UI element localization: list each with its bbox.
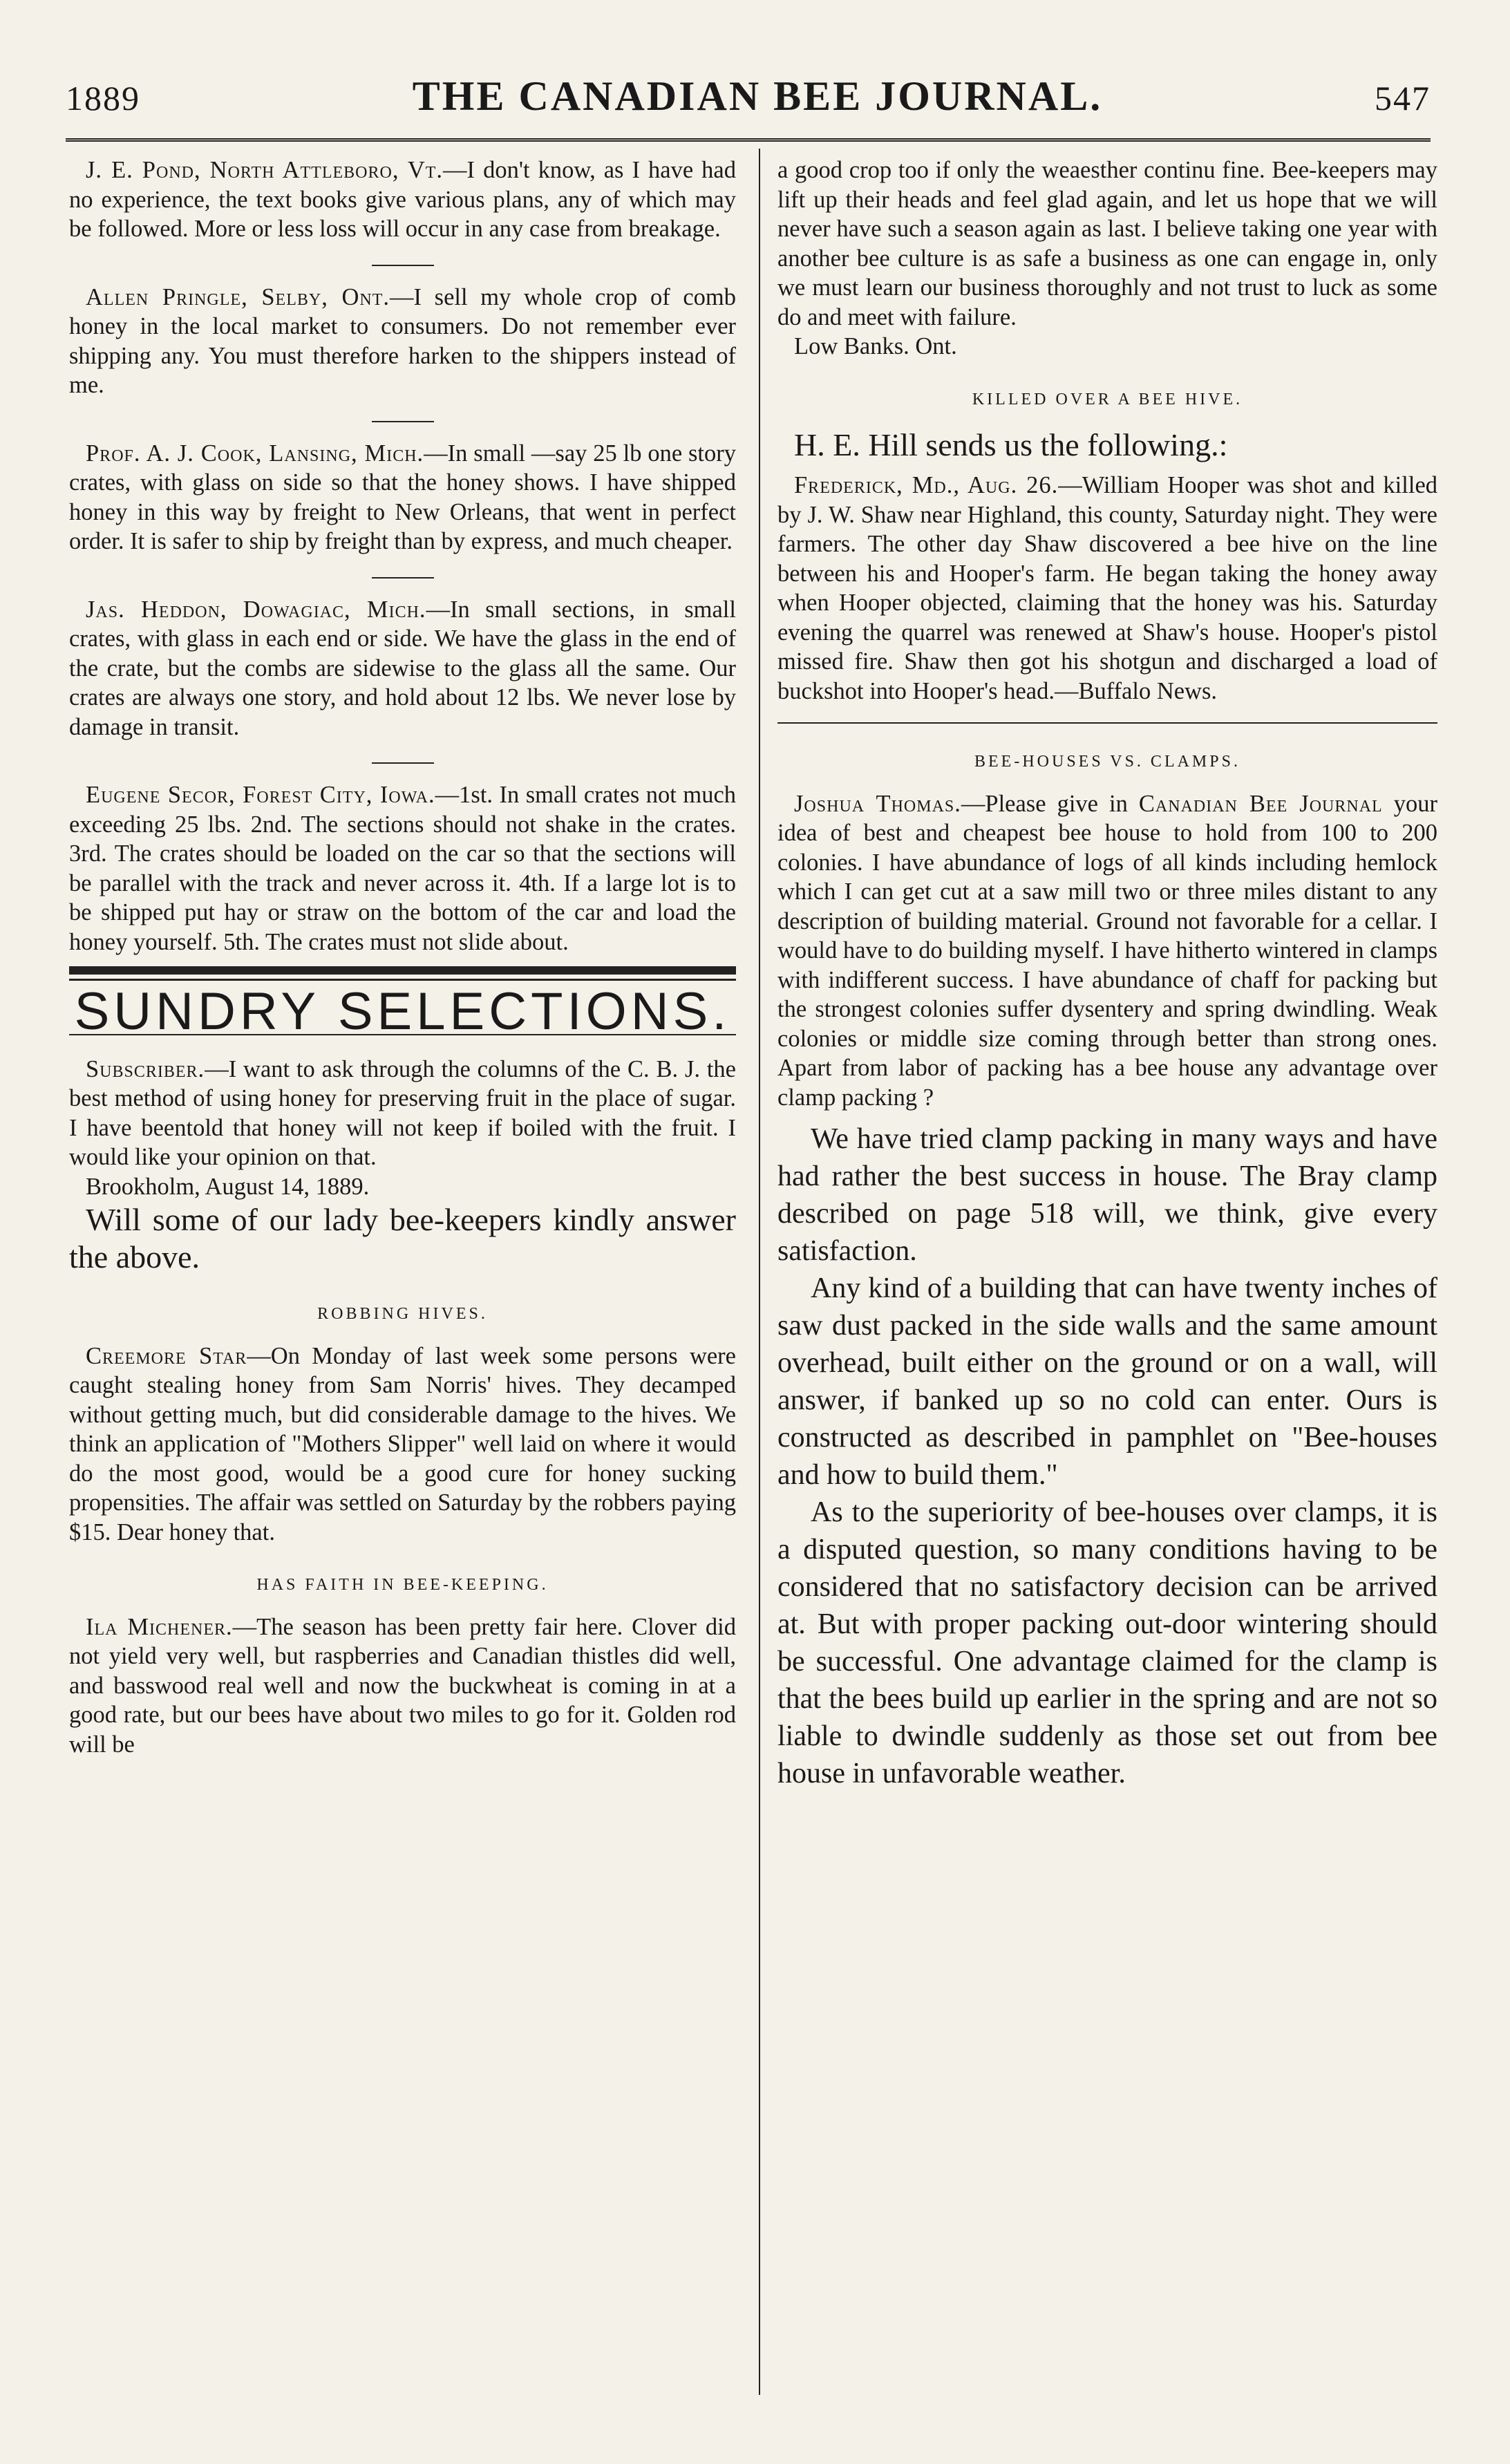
entry-text: a good crop too if only the weaesther continu fine. Bee-keepers may lift up their heads and feel glad again, and let us hope that we will never have such a season again as last. I believe taking one year with another bee culture is as safe a business as one can engage in, only we must learn our business thoroughly and not trust to luck as some do and meet with failure. <box>777 157 1437 330</box>
page-header <box>66 73 1431 135</box>
subhead-killed: KILLED OVER A BEE HIVE. <box>972 390 1243 408</box>
dateline: Brookholm, August 14, 1889. <box>86 1173 370 1200</box>
entry-text: —I don't know, as I have had no experience, the text books give various plans, any of which may be followed. More or less loss will occur in any case from breakage. <box>69 157 736 242</box>
entry-divider <box>372 421 434 422</box>
entry-heddon <box>69 595 736 742</box>
entry-robbing <box>69 1342 736 1548</box>
entry-author: Allen Pringle, Selby, Ont. <box>86 283 390 310</box>
entry-text: —Please give in <box>961 790 1139 817</box>
killed-intro: H. E. Hill sends us the following.: <box>794 427 1228 462</box>
entry-text: —1st. In small crates not much exceeding 25 lbs. 2nd. The sections should not shake in the crates. 3rd. The crates should be loaded on the car so that the sections will be parallel with the track and never across it. 4th. If a large lot is to be shipped put hay or straw on the bottom of the car and load the honey yourself. 5th. The crates must not slide about. <box>69 782 737 955</box>
entry-divider <box>777 722 1437 724</box>
entry-author: J. E. Pond, North Attleboro, Vt. <box>86 157 444 183</box>
entry-author: Ila Michener. <box>86 1613 233 1640</box>
entry-author: Jas. Heddon, Dowagiac, Mich. <box>86 596 426 623</box>
entry-author: Eugene Secor, Forest City, Iowa. <box>86 782 435 808</box>
entry-author: Creemore Star <box>86 1342 247 1369</box>
entry-author: Prof. A. J. Cook, Lansing, Mich. <box>86 440 424 467</box>
entry-text: —In small —say 25 lb one story crates, with glass on side so that the honey shows. I have shipped honey in this way by freight to New Orleans, that went in perfect order. It is safer to ship by freight than by express, and much cheaper. <box>69 440 736 554</box>
header-rule <box>66 138 1431 142</box>
entry-killed <box>777 471 1437 706</box>
entry-author: Joshua Thomas. <box>794 790 961 817</box>
entry-divider <box>372 577 434 579</box>
subhead-faith: HAS FAITH IN BEE-KEEPING. <box>256 1576 549 1594</box>
entry-author: Subscriber. <box>86 1055 205 1082</box>
editor-reply: Will some of our lady bee-keepers kindly answer the above. <box>69 1202 736 1275</box>
entry-text: —On Monday of last week some persons were caught stealing honey from Sam Norris' hives. They decamped without getting much, but did considerable damage to the hives. We think an application of "Mothers Slipper" well laid on where it would do the most good, would be a good cure for honey sucking propensities. The affair was settled on Saturday by the robbers paying $15. Dear honey that. <box>69 1342 736 1545</box>
entry-text: —I sell my whole crop of comb honey in the local market to consumers. Do not remember ever shipping any. You must therefore harken to the shippers instead of me. <box>69 283 737 398</box>
section-title: SUNDRY SELECTIONS. <box>69 997 736 1035</box>
entry-divider <box>372 265 434 266</box>
right-column <box>777 156 1437 1792</box>
page-number: 547 <box>1375 79 1431 117</box>
entry-divider <box>372 762 434 764</box>
entry-secor <box>69 780 736 957</box>
section-rule-thick <box>69 966 736 975</box>
entry-text: —In small sections, in small crates, with glass in each end or side. We have the glass in the end of the crate, but the combs are sidewise to the glass all the same. Our crates are always one story, and hold about 12 lbs. We never lose by damage in transit. <box>69 596 736 740</box>
subhead-houses: BEE-HOUSES VS. CLAMPS. <box>974 753 1240 771</box>
column-divider <box>759 149 760 2395</box>
journal-name: Canadian Bee Journal <box>1138 790 1383 817</box>
left-column <box>69 156 736 1759</box>
entry-pringle <box>69 283 736 400</box>
answer-paragraph: Any kind of a building that can have twenty inches of saw dust packed in the side walls and the same amount overhead, built either on the ground or on a wall, will answer, if banked up so no cold can enter. Ours is constructed as described in pamphlet on "Bee-houses and how to build them." <box>777 1272 1437 1491</box>
entry-houses <box>777 789 1437 1113</box>
entry-pond <box>69 156 736 244</box>
entry-cook <box>69 439 736 556</box>
entry-text: your idea of best and cheapest bee house to hold from 100 to 200 colonies. I have abundance of logs of all kinds including hemlock which I can get cut at a saw mill two or three miles distant to any description of building material. Ground not favorable for a cellar. I would have to do building myself. I have hitherto wintered in clamps with indifferent success. I have abundance of chaff for packing but the strongest colonies suffer dysentery and spring dwindling. Weak colonies or middle size coming through better than strong ones. Apart from labor of packing has a bee house any advantage over clamp packing ? <box>777 790 1437 1111</box>
header-year: 1889 <box>66 79 140 117</box>
entry-text: —William Hooper was shot and killed by J. W. Shaw near Highland, this county, Saturday night. They were farmers. The other day Shaw discovered a bee hive on the line between his and Hooper's farm. He began taking the honey away when Hooper objected, claiming that the honey was his. Saturday evening the quarrel was renewed at Shaw's house. Hooper's pistol missed fire. Shaw then got his shotgun and discharged a load of buckshot into Hooper's head.—Buffalo News. <box>777 472 1438 704</box>
entry-author: Frederick, Md., Aug. 26. <box>794 472 1059 498</box>
entry-text: —I want to ask through the columns of the C. B. J. the best method of using honey for preserving fruit in the place of sugar. I have beentold that honey will not keep if boiled with the fruit. I would like your opinion on that. <box>69 1055 736 1170</box>
journal-title: THE CANADIAN BEE JOURNAL. <box>412 73 1103 119</box>
answer-paragraph: We have tried clamp packing in many ways and have had rather the best success in house. The Bray clamp described on page 518 will, we think, give every satisfaction. <box>777 1123 1437 1267</box>
editor-answer <box>777 1120 1437 1792</box>
section-rule-thin <box>69 979 736 981</box>
entry-faith <box>69 1612 736 1760</box>
answer-paragraph: As to the superiority of bee-houses over clamps, it is a disputed question, so many conditions having to be considered that no satisfactory decision can be arrived at. But with proper packing out-door wintering should be successful. One advantage claimed for the clamp is that the bees build up earlier in the spring and are not so liable to dwindle suddenly as those set out from bee house in unfavorable weather. <box>777 1496 1437 1789</box>
entry-faith-continued <box>777 156 1437 361</box>
entry-text: —The season has been pretty fair here. Clover did not yield very well, but raspberries and Canadian thistles did well, and basswood real well and now the buckwheat is coming in at a good rate, but our bees have about two miles to go for it. Golden rod will be <box>69 1613 736 1758</box>
signoff: Low Banks. Ont. <box>794 333 957 359</box>
subhead-robbing: ROBBING HIVES. <box>317 1305 488 1323</box>
entry-subscriber <box>69 1055 736 1202</box>
